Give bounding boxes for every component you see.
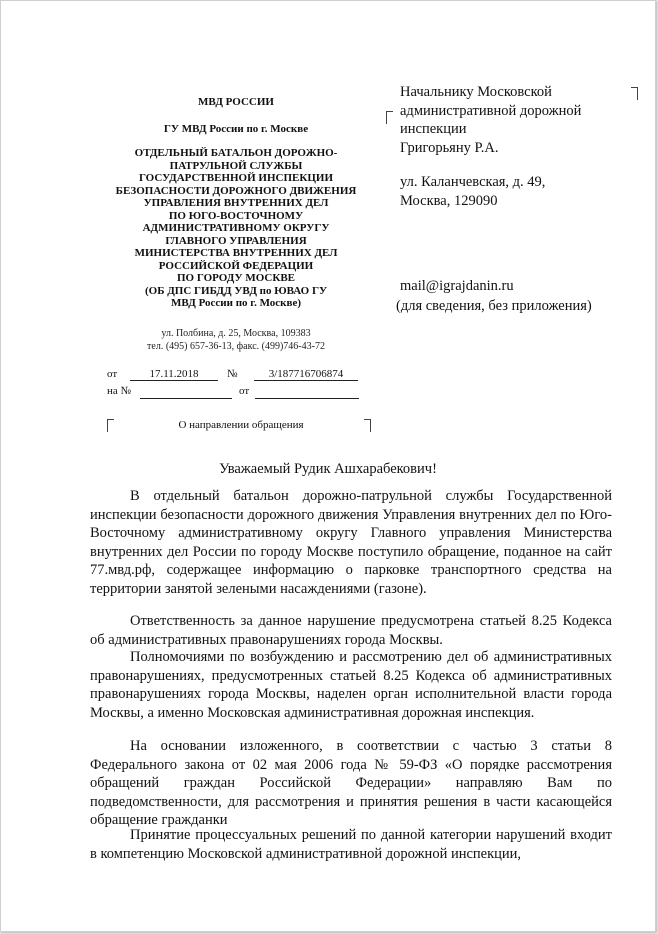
- reg-date: 17.11.2018: [130, 368, 218, 381]
- org-name: ОТДЕЛЬНЫЙ БАТАЛЬОН ДОРОЖНО- ПАТРУЛЬНОЙ СЛУЖБЫ ГОСУДАРСТВЕННОЙ ИНСПЕКЦИИ БЕЗОПАСНОСТИ ДОРОЖНОГО ДВИЖЕНИЯ УПРАВЛЕНИЯ ВНУТРЕННИХ ДЕЛ ПО ЮГО-ВОСТОЧНОМУ АДМИНИСТРАТИВНОМУ ОКРУГУ ГЛАВНОГО УПРАВЛЕНИЯ МИНИСТЕРСТВА ВНУТРЕННИХ ДЕЛ РОССИЙСКОЙ ФЕДЕРАЦИИ ПО ГОРОДУ МОСКВЕ (ОБ ДПС ГИБДД УВД по ЮВАО ГУ МВД России по г. Москве): [115, 147, 357, 309]
- org-agency: МВД РОССИИ: [198, 96, 274, 108]
- reg-on-no-line: [140, 385, 232, 399]
- subject-corner-right: [364, 419, 371, 432]
- reg-num-label: №: [227, 368, 238, 380]
- reg-from2-line: [255, 385, 359, 399]
- subject-corner-left: [107, 419, 114, 432]
- recipient-addressee: Начальнику Московской административной дорожной инспекции Григорьяну Р.А.: [400, 84, 582, 156]
- body-paragraph-1: В отдельный батальон дорожно-патрульной службы Государственной инспекции безопасности дорожного движения Управления внутренних дел по Юго-Восточному административному округу Главного управления Министерства внутренних дел России по городу Москве поступило обращение, поданное на сайт 77.мвд.рф, содержащее информацию о парковке транспортного средства на территории занятой зелеными насаждениями (газоне).: [90, 488, 612, 597]
- recipient-note: (для сведения, без приложения): [396, 298, 592, 314]
- body-paragraph-3: Полномочиями по возбуждению и рассмотрению дел об административных правонарушениях, предусмотренных статьей 8.25 Кодекса об административных правонарушениях города Москвы, наделен орган исполнительной власти города Москвы, а именно Московская административная дорожная инспекция.: [90, 649, 612, 721]
- body-paragraph-5: Принятие процессуальных решений по данной категории нарушений входит в компетенцию Московской административной дорожной инспекции,: [90, 827, 612, 862]
- recipient-email: mail@igrajdanin.ru: [400, 278, 514, 294]
- org-address: ул. Полбина, д. 25, Москва, 109383 тел. (495) 657-36-13, факс. (499)746-43-72: [147, 328, 325, 352]
- reg-from-label: от: [107, 368, 118, 380]
- subject: О направлении обращения: [178, 419, 304, 431]
- reg-on-no-label: на №: [107, 385, 132, 397]
- recipient-corner-left: [386, 111, 393, 124]
- reg-number: 3/187716706874: [254, 368, 358, 381]
- recipient-address: ул. Каланчевская, д. 49, Москва, 129090: [400, 174, 546, 209]
- reg-from2-label: от: [239, 385, 250, 397]
- body-paragraph-4: На основании изложенного, в соответствии с частью 3 статьи 8 Федерального закона от 02 мая 2006 года № 59-ФЗ «О порядке рассмотрения обращений граждан Российской Федерации» направляю Вам по подведомственности, для рассмотрения и принятия решения в части касающейся обращение гражданки: [90, 738, 612, 829]
- recipient-corner-right: [631, 87, 638, 100]
- body-paragraph-2: Ответственность за данное нарушение предусмотрена статьей 8.25 Кодекса об административных правонарушениях города Москвы.: [90, 613, 612, 648]
- org-gu: ГУ МВД России по г. Москве: [163, 123, 309, 135]
- greeting: Уважаемый Рудик Ашхарабекович!: [219, 461, 437, 477]
